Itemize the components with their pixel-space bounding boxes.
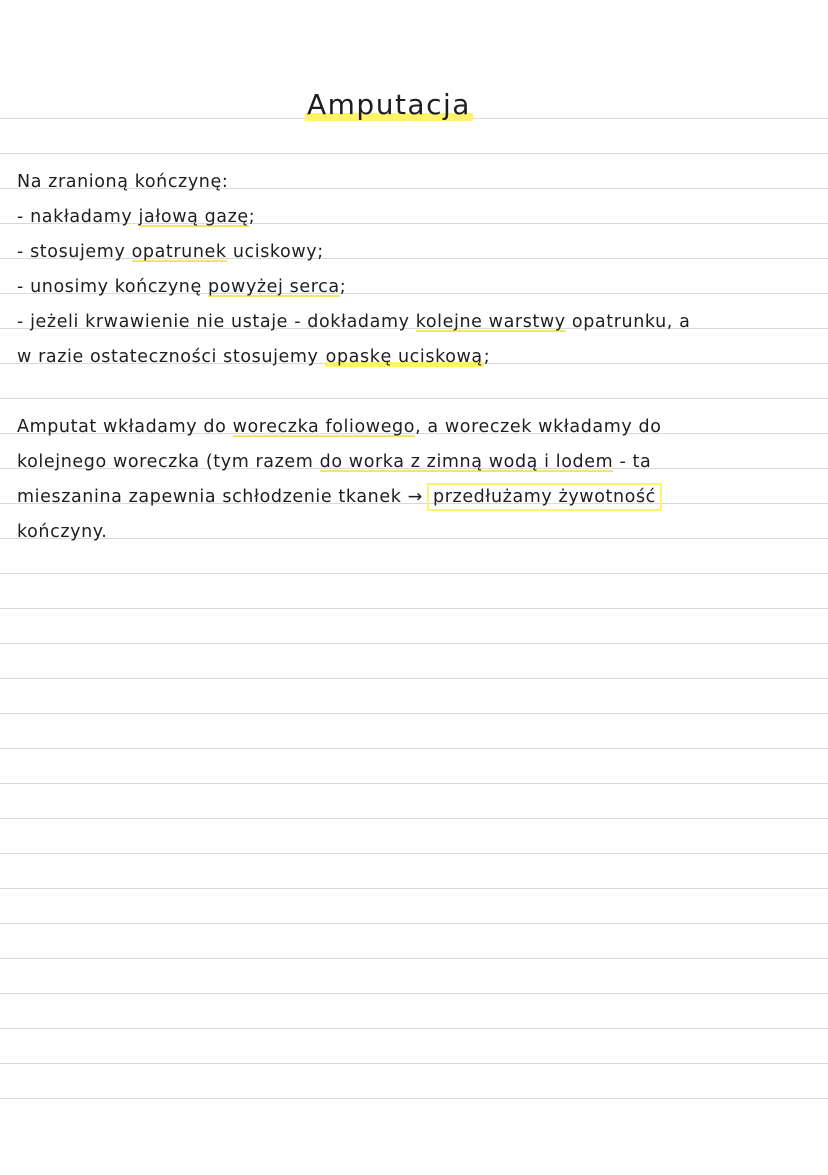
paragraph-line [17,486,660,508]
ruled-line [0,713,828,714]
ruled-line [0,748,828,749]
ruled-line [0,1098,828,1099]
ruled-line [0,1063,828,1064]
paragraph-text: kolejnego woreczka (tym razem [17,452,320,472]
boxed-term: przedłużamy żywotność [429,485,660,509]
ruled-line [0,643,828,644]
ruled-line [0,1028,828,1029]
intro-line [17,171,228,193]
ruled-line [0,398,828,399]
ruled-line [0,608,828,609]
paragraph-line [17,521,107,543]
bullet-text: ; [339,277,347,297]
bullet-text: - stosujemy [17,242,132,262]
underlined-term: woreczka foliowego [232,417,416,437]
ruled-line [0,573,828,574]
bullet-item [17,276,346,298]
highlighted-term: opaskę uciskową [325,347,483,367]
ruled-line [0,958,828,959]
ruled-line [0,888,828,889]
ruled-line [0,818,828,819]
underlined-term: powyżej serca [208,277,340,297]
underlined-term: jałową gazę [138,207,249,227]
paragraph-text: kończyny. [17,522,108,542]
bullet-text: ; [248,207,256,227]
intro-text: Na zranioną kończynę: [17,172,229,192]
paragraph-line [17,416,662,438]
paragraph-text: , a woreczek wkładamy do [415,417,662,437]
ruled-line [0,678,828,679]
bullet-text: w razie ostateczności stosujemy [17,347,325,367]
underlined-term: kolejne warstwy [415,312,566,332]
ruled-line [0,993,828,994]
page-title [305,88,473,121]
paragraph-text: Amputat wkładamy do [17,417,233,437]
ruled-line [0,783,828,784]
paragraph-line [17,451,651,473]
paragraph-text: - ta [613,452,652,472]
bullet-item [17,206,255,228]
ruled-line [0,153,828,154]
bullet-text: opatrunku, a [565,312,691,332]
bullet-text: - jeżeli krwawienie nie ustaje - dokładamy [17,312,416,332]
bullet-text: - unosimy kończynę [17,277,209,297]
bullet-item [17,241,324,263]
bullet-item [17,311,690,333]
underlined-term: opatrunek [131,242,227,262]
bullet-text: - nakładamy [17,207,139,227]
ruled-line [0,538,828,539]
page-title-text: Amputacja [307,88,471,121]
underlined-term: do worka z zimną wodą i lodem [319,452,614,472]
paragraph-text: mieszanina zapewnia schłodzenie tkanek → [17,487,430,507]
ruled-line [0,923,828,924]
bullet-text: uciskowy; [226,242,324,262]
bullet-text: ; [483,347,491,367]
ruled-line [0,853,828,854]
bullet-item-continued [17,346,490,368]
